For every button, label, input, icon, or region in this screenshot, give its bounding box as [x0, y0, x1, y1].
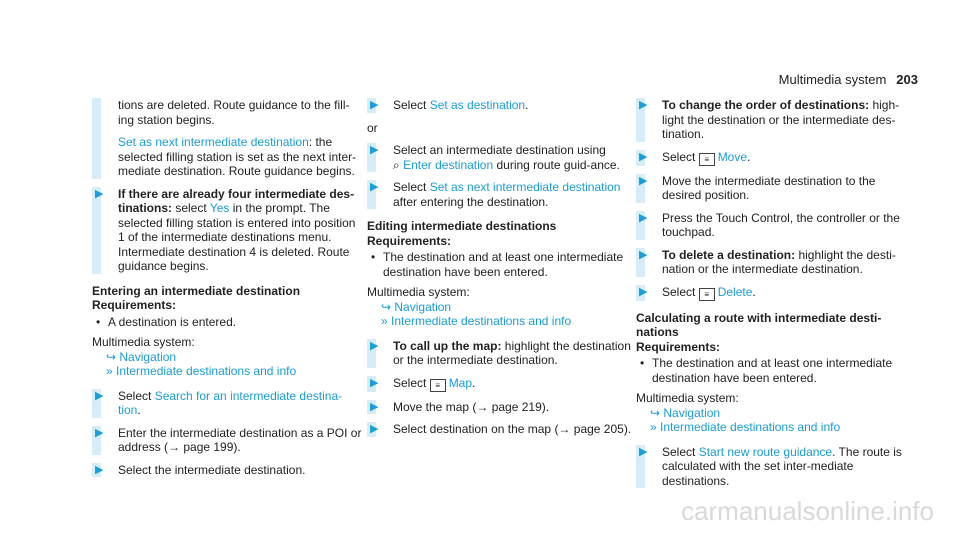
step-delete: [636, 248, 906, 277]
arrow-icon: ▶: [95, 187, 104, 200]
step-four-destinations: [92, 187, 362, 274]
arrow-icon: ▶: [370, 400, 379, 413]
step-text: Move the intermediate destination to the desired position.: [662, 173, 876, 202]
step-text: Select: [393, 98, 430, 112]
section-heading: Entering an intermediate destination: [92, 283, 301, 298]
step-text: Select: [662, 444, 699, 459]
search-icon: ⌕: [393, 157, 400, 172]
step-bold: To call up the map:: [393, 338, 502, 353]
option-desc: : the selected filling station is set as the next inter-mediate destination. Route guidance begins.: [118, 135, 357, 178]
arrow-icon: ▶: [639, 99, 648, 111]
search-link[interactable]: Search for an intermediate destina-tion: [118, 388, 343, 417]
step-text: .: [137, 403, 141, 417]
arrow-icon: ▶: [370, 144, 379, 156]
arrow-icon: ▶: [639, 248, 648, 261]
nav-intermediate[interactable]: Intermediate destinations and info: [660, 420, 841, 434]
step-select-move: [636, 150, 906, 166]
menu-icon: ≡: [699, 288, 715, 301]
step-text: select: [172, 201, 210, 215]
column-2: [367, 98, 637, 445]
step-text: Select: [118, 388, 155, 403]
return-arrow-icon: ↪: [650, 405, 664, 420]
double-chevron-icon: »: [381, 314, 392, 328]
requirements-label: Requirements:: [367, 233, 452, 248]
return-arrow-icon: ↪: [106, 349, 120, 364]
watermark: carmanualsonline.info: [681, 496, 934, 526]
yes-link[interactable]: Yes: [209, 201, 230, 215]
step-text: Press the Touch Control, the controller or the touchpad.: [662, 210, 900, 239]
step-text: in the prompt. The selected filling station is entered into position 1 of the intermediate destinations menu. Intermediate destination 4 is deleted. Route guidance begins.: [118, 201, 356, 273]
step-text: highlight the desti-nation or the intermediate destination.: [662, 247, 896, 276]
header-title: Multimedia system: [778, 72, 887, 87]
nav-navigation[interactable]: Navigation: [394, 299, 452, 314]
nav-path-2: [636, 420, 906, 435]
arrow-icon: ▶: [95, 389, 104, 402]
or-text: or: [367, 120, 378, 135]
step-set-destination: [367, 98, 637, 113]
double-chevron-icon: »: [106, 364, 117, 378]
arrow-icon: ▶: [639, 285, 648, 298]
step-text: .: [752, 284, 756, 299]
column-3: [636, 98, 906, 496]
set-destination-link[interactable]: Set as destination: [429, 98, 526, 112]
step-text: Select: [393, 375, 430, 390]
step-text: during route guid-ance.: [493, 157, 620, 172]
step-bold: If there are already four intermediate des-tinations:: [118, 186, 355, 215]
nav-navigation[interactable]: Navigation: [119, 349, 177, 364]
enter-destination-link[interactable]: Enter destination: [403, 157, 494, 172]
step-search: [92, 389, 362, 418]
option-text: [118, 135, 362, 179]
arrow-icon: ▶: [639, 174, 648, 187]
arrow-icon: ▶: [370, 181, 379, 193]
nav-path: [92, 350, 362, 365]
step-text: highlight the destination or the intermediate destination.: [393, 338, 631, 367]
requirements-label: Requirements:: [92, 298, 177, 312]
column-1: [92, 98, 362, 485]
menu-icon: ≡: [430, 379, 446, 392]
requirement-item: • The destination and at least one intermediate destination have been entered.: [636, 356, 906, 385]
arrow-icon: ▶: [370, 376, 379, 389]
step-text: Select the intermediate destination.: [118, 462, 306, 477]
section-heading: Editing intermediate destinations: [367, 219, 557, 233]
step-text: high-light the destination or the intermediate des-tination.: [662, 98, 900, 141]
page-number: 203: [896, 72, 918, 87]
nav-path-2: [367, 314, 637, 329]
continuation-block: [92, 98, 362, 179]
requirements-label: Requirements:: [636, 339, 721, 354]
step-text: Select: [393, 180, 430, 194]
step-text: .: [472, 375, 476, 390]
multimedia-label: Multimedia system:: [367, 285, 470, 299]
step-text: Select: [662, 149, 699, 164]
multimedia-label: Multimedia system:: [636, 391, 739, 405]
nav-path: [636, 406, 906, 421]
step-text: Select destination on the map (→ page 205).: [393, 422, 632, 436]
step-move-map: [367, 400, 637, 415]
page-header: [779, 72, 918, 87]
nav-path: [367, 300, 637, 315]
step-enter-poi: [92, 426, 362, 455]
step-bar: [92, 98, 101, 179]
step-bold: To delete a destination:: [662, 247, 796, 262]
step-select-on-map: [367, 422, 637, 437]
arrow-icon: ▶: [370, 423, 379, 435]
section-heading: Calculating a route with intermediate desti-nations: [636, 310, 882, 339]
step-select-delete: [636, 285, 906, 301]
step-call-map: [367, 339, 637, 368]
step-change-order: [636, 98, 906, 142]
step-enter-destination: [367, 143, 637, 172]
nav-path-2: [92, 364, 362, 379]
step-text: . The route is calculated with the set inter-mediate destinations.: [662, 444, 902, 488]
move-link[interactable]: Move: [717, 149, 748, 164]
delete-link[interactable]: Delete: [717, 284, 753, 299]
step-text: after entering the destination.: [393, 194, 549, 209]
menu-icon: ≡: [699, 153, 715, 166]
requirement-item: • The destination and at least one intermediate destination have been entered.: [367, 250, 637, 279]
arrow-icon: ▶: [639, 445, 648, 458]
map-link[interactable]: Map: [448, 375, 473, 390]
step-text: Enter the intermediate destination as a POI or address (→ page 199).: [118, 425, 362, 454]
step-bold: To change the order of destinations:: [662, 98, 870, 112]
arrow-icon: ▶: [639, 150, 648, 163]
step-start-guidance: [636, 445, 906, 489]
arrow-icon: ▶: [370, 339, 379, 352]
step-press-control: [636, 211, 906, 240]
option-link[interactable]: Set as next intermediate destination: [118, 135, 309, 149]
set-next-link[interactable]: Set as next intermediate destination: [429, 180, 621, 194]
nav-navigation[interactable]: Navigation: [663, 405, 721, 420]
step-select-map: [367, 376, 637, 392]
continuation-text: tions are deleted. Route guidance to the fill-ing station begins.: [118, 98, 350, 127]
arrow-icon: ▶: [639, 211, 648, 224]
multimedia-label: Multimedia system:: [92, 335, 195, 349]
arrow-icon: ▶: [95, 463, 104, 476]
requirement-item: • A destination is entered.: [92, 315, 362, 330]
step-move-position: [636, 174, 906, 203]
nav-intermediate[interactable]: Intermediate destinations and info: [391, 314, 572, 328]
step-text: Move the map (→ page 219).: [393, 399, 550, 414]
step-text: Select an intermediate destination using: [393, 143, 606, 157]
arrow-icon: ▶: [370, 99, 379, 111]
step-text: .: [525, 98, 529, 112]
step-text: Select: [662, 284, 699, 299]
step-select-intermediate: [92, 463, 362, 478]
nav-intermediate[interactable]: Intermediate destinations and info: [116, 364, 297, 378]
arrow-icon: ▶: [95, 426, 104, 439]
double-chevron-icon: »: [650, 420, 661, 434]
start-guidance-link[interactable]: Start new route guidance: [698, 444, 833, 459]
return-arrow-icon: ↪: [381, 299, 395, 314]
step-set-next: [367, 180, 637, 209]
step-text: .: [747, 149, 751, 164]
